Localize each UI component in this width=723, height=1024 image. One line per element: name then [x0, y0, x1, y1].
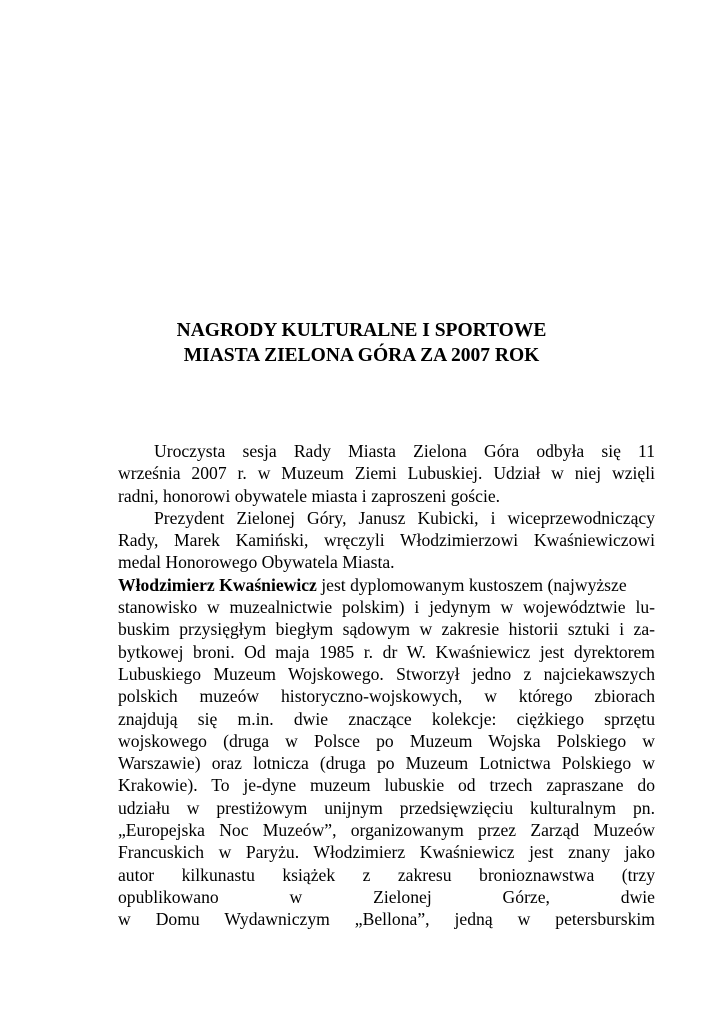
paragraph-1-line-1: Uroczysta sesja Rady Miasta Zielona Góra odbyła się 11: [154, 441, 655, 461]
paragraph-3-line-3: buskim przysięgłym biegłym sądowym w zakresie historii sztuki i za-: [118, 619, 655, 640]
paragraph-1-line-2: września 2007 r. w Muzeum Ziemi Lubuskiej. Udział w niej wzięli: [118, 463, 655, 484]
paragraph-3-line-6: polskich muzeów historyczno-wojskowych, w którego zbiorach: [118, 686, 655, 707]
paragraph-3-line-7: znajdują się m.in. dwie znaczące kolekcje: ciężkiego sprzętu: [118, 708, 655, 729]
paragraph-3-line-15: opublikowano w Zielonej Górze, dwie: [118, 886, 655, 907]
paragraph-3-line-1-rest: jest dyplomowanym kustoszem (najwyższe: [316, 574, 627, 595]
article-body: [118, 440, 655, 931]
document-title: [0, 318, 723, 368]
paragraph-3-line-13: Francuskich w Paryżu. Włodzimierz Kwaśniewicz jest znany jako: [118, 842, 655, 863]
paragraph-3-line-4: bytkowej broni. Od maja 1985 r. dr W. Kwaśniewicz jest dyrektorem: [118, 641, 655, 662]
paragraph-3-line-8: wojskowego (druga w Polsce po Muzeum Wojska Polskiego w: [118, 730, 655, 751]
paragraph-3-line-10: Krakowie). To je-dyne muzeum lubuskie od trzech zapraszane do: [118, 775, 655, 796]
paragraph-2-line-3: medal Honorowego Obywatela Miasta.: [118, 552, 395, 573]
paragraph-3-line-12: „Europejska Noc Muzeów”, organizowanym przez Zarząd Muzeów: [118, 820, 655, 841]
paragraph-2-line-2: Rady, Marek Kamiński, wręczyli Włodzimierzowi Kwaśniewiczowi: [118, 530, 655, 551]
paragraph-3-line-16: w Domu Wydawniczym „Bellona”, jedną w petersburskim: [118, 909, 655, 930]
paragraph-3-line-11: udziału w prestiżowym unijnym przedsięwzięciu kulturalnym pn.: [118, 797, 655, 818]
paragraph-2-line-1: Prezydent Zielonej Góry, Janusz Kubicki, i wiceprzewodniczący: [154, 507, 655, 528]
person-name: Włodzimierz Kwaśniewicz: [118, 574, 317, 595]
paragraph-3-line-2: stanowisko w muzealnictwie polskim) i jedynym w województwie lu-: [118, 597, 655, 618]
paragraph-3-line-9: Warszawie) oraz lotnicza (druga po Muzeum Lotnictwa Polskiego w: [118, 753, 655, 774]
paragraph-3-line-14: autor kilkunastu książek z zakresu bronioznawstwa (trzy: [118, 864, 655, 885]
paragraph-3-line-5: Lubuskiego Muzeum Wojskowego. Stworzył jedno z najciekawszych: [118, 663, 655, 684]
paragraph-3-line-1: [118, 574, 655, 596]
title-line-2: MIASTA ZIELONA GÓRA ZA 2007 ROK: [183, 345, 540, 366]
title-line-1: NAGRODY KULTURALNE I SPORTOWE: [176, 320, 547, 341]
paragraph-1-line-3: radni, honorowi obywatele miasta i zaproszeni goście.: [118, 485, 501, 506]
